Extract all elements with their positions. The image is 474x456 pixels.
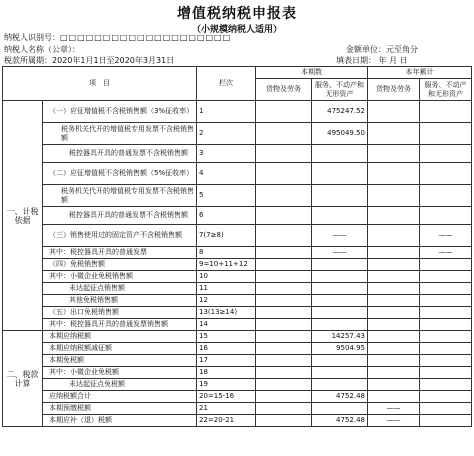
cell-services-current[interactable]: 9504.95: [312, 343, 368, 355]
row-item-label: 未达起征点免税额: [43, 379, 197, 391]
header-column: 栏次: [197, 67, 256, 101]
row-column-number: 4: [197, 163, 256, 185]
table-row: [3, 307, 472, 319]
table-row: [3, 145, 472, 163]
cell-services-current[interactable]: [312, 379, 368, 391]
header-item: 项 目: [3, 67, 197, 101]
cell-services-current[interactable]: [312, 259, 368, 271]
table-row: [3, 247, 472, 259]
row-item-label: （四）免税销售额: [43, 259, 197, 271]
cell-services-year[interactable]: [420, 271, 472, 283]
cell-goods-year[interactable]: [368, 207, 420, 225]
cell-services-current[interactable]: 4752.48: [312, 415, 368, 427]
cell-services-current[interactable]: [312, 355, 368, 367]
cell-services-current[interactable]: [312, 367, 368, 379]
cell-goods-current[interactable]: [256, 225, 312, 247]
row-column-number: 14: [197, 319, 256, 331]
cell-goods-year[interactable]: [368, 379, 420, 391]
cell-goods-current[interactable]: [256, 331, 312, 343]
cell-services-year[interactable]: [420, 403, 472, 415]
cell-services-current[interactable]: [312, 145, 368, 163]
row-column-number: 6: [197, 207, 256, 225]
table-row: [3, 185, 472, 207]
section-tax-calc: 二、税款计算: [3, 331, 43, 427]
cell-services-year[interactable]: ——: [420, 225, 472, 247]
cell-services-year[interactable]: [420, 343, 472, 355]
cell-goods-year[interactable]: [368, 319, 420, 331]
cell-goods-year[interactable]: [368, 247, 420, 259]
cell-services-current[interactable]: [312, 403, 368, 415]
row-item-label: 其他免税销售额: [43, 295, 197, 307]
header-current-period: 本期数: [256, 67, 368, 79]
cell-goods-year[interactable]: [368, 391, 420, 403]
row-column-number: 18: [197, 367, 256, 379]
cell-goods-year[interactable]: [368, 225, 420, 247]
row-item-label: 其中：小微企业免税额: [43, 367, 197, 379]
table-row: [3, 403, 472, 415]
row-item-label: 税控器具开具的普通发票不含税销售额: [43, 145, 197, 163]
form-subtitle: （小规模纳税人适用）: [191, 25, 282, 35]
header-services-current: 服务、不动产和无形资产: [312, 79, 368, 101]
header-goods-year: 货物及劳务: [368, 79, 420, 101]
cell-services-year[interactable]: [420, 379, 472, 391]
table-row: [3, 355, 472, 367]
cell-goods-current[interactable]: [256, 145, 312, 163]
row-item-label: 其中：小微企业免税销售额: [43, 271, 197, 283]
cell-goods-current[interactable]: [256, 271, 312, 283]
row-column-number: 11: [197, 283, 256, 295]
cell-goods-year[interactable]: [368, 271, 420, 283]
cell-goods-year[interactable]: [368, 331, 420, 343]
table-row: [3, 101, 472, 123]
cell-services-year[interactable]: [420, 163, 472, 185]
cell-goods-current[interactable]: [256, 185, 312, 207]
cell-services-year[interactable]: [420, 259, 472, 271]
cell-goods-current[interactable]: [256, 367, 312, 379]
cell-goods-current[interactable]: [256, 163, 312, 185]
cell-goods-year[interactable]: [368, 123, 420, 145]
table-row: [3, 343, 472, 355]
row-item-label: 本期预缴税额: [43, 403, 197, 415]
row-item-label: 税务机关代开的增值税专用发票不含税销售额: [43, 123, 197, 145]
cell-services-current[interactable]: [312, 163, 368, 185]
cell-services-year[interactable]: [420, 145, 472, 163]
cell-services-year[interactable]: [420, 415, 472, 427]
taxpayer-id-label: 纳税人识别号：: [4, 33, 60, 42]
fill-date: 填表日期： 年 月 日: [336, 56, 408, 65]
cell-goods-current[interactable]: [256, 343, 312, 355]
cell-goods-year[interactable]: ——: [368, 403, 420, 415]
cell-goods-current[interactable]: [256, 319, 312, 331]
cell-services-current[interactable]: [312, 283, 368, 295]
form-title: 增值税纳税申报表: [177, 6, 297, 22]
row-column-number: 21: [197, 403, 256, 415]
cell-services-year[interactable]: [420, 391, 472, 403]
row-item-label: 应纳税额合计: [43, 391, 197, 403]
cell-services-year[interactable]: [420, 367, 472, 379]
taxpayer-id-boxes[interactable]: □□□□□□□□□□□□□□□□□□□□: [60, 33, 232, 42]
cell-goods-current[interactable]: [256, 379, 312, 391]
row-item-label: 税务机关代开的增值税专用发票不含税销售额: [43, 185, 197, 207]
row-column-number: 7(7≥8): [197, 225, 256, 247]
cell-goods-year[interactable]: ——: [368, 415, 420, 427]
cell-services-year[interactable]: [420, 101, 472, 123]
row-column-number: 17: [197, 355, 256, 367]
cell-goods-current[interactable]: [256, 307, 312, 319]
row-column-number: 19: [197, 379, 256, 391]
cell-services-year[interactable]: ——: [420, 247, 472, 259]
cell-services-current[interactable]: 14257.43: [312, 331, 368, 343]
cell-services-year[interactable]: [420, 319, 472, 331]
cell-goods-current[interactable]: [256, 101, 312, 123]
row-item-label: （五）出口免税销售额: [43, 307, 197, 319]
cell-goods-year[interactable]: [368, 343, 420, 355]
row-column-number: 16: [197, 343, 256, 355]
header-services-year: 服务、不动产和无形资产: [420, 79, 472, 101]
table-row: [3, 123, 472, 145]
row-item-label: 本期应纳税额减征额: [43, 343, 197, 355]
cell-services-current[interactable]: [312, 185, 368, 207]
cell-services-year[interactable]: [420, 283, 472, 295]
cell-services-current[interactable]: 495049.50: [312, 123, 368, 145]
cell-goods-year[interactable]: [368, 185, 420, 207]
header-row-1: [3, 67, 472, 79]
header-goods-current: 货物及劳务: [256, 79, 312, 101]
cell-goods-current[interactable]: [256, 391, 312, 403]
table-row: [3, 271, 472, 283]
cell-services-year[interactable]: [420, 123, 472, 145]
cell-goods-current[interactable]: [256, 403, 312, 415]
table-row: [3, 391, 472, 403]
cell-goods-year[interactable]: [368, 259, 420, 271]
cell-services-current[interactable]: [312, 307, 368, 319]
cell-goods-current[interactable]: [256, 207, 312, 225]
cell-goods-current[interactable]: [256, 355, 312, 367]
row-column-number: 10: [197, 271, 256, 283]
row-item-label: 其中：税控器具开具的普通发票: [43, 247, 197, 259]
cell-goods-current[interactable]: [256, 295, 312, 307]
row-item-label: 其中：税控器具开具的普通发票销售额: [43, 319, 197, 331]
table-row: [3, 283, 472, 295]
row-item-label: （三）销售使用过的固定资产不含税销售额: [43, 225, 197, 247]
cell-goods-current[interactable]: [256, 283, 312, 295]
cell-goods-year[interactable]: [368, 145, 420, 163]
table-row: [3, 367, 472, 379]
amount-unit: 金额单位：元至角分: [346, 45, 418, 54]
cell-services-year[interactable]: [420, 185, 472, 207]
row-column-number: 12: [197, 295, 256, 307]
cell-services-current[interactable]: ——: [312, 247, 368, 259]
cell-services-current[interactable]: [312, 271, 368, 283]
cell-services-current[interactable]: 475247.52: [312, 101, 368, 123]
table-row: [3, 225, 472, 247]
cell-services-current[interactable]: 4752.48: [312, 391, 368, 403]
cell-goods-current[interactable]: [256, 259, 312, 271]
row-column-number: 13(13≥14): [197, 307, 256, 319]
cell-goods-current[interactable]: [256, 415, 312, 427]
cell-services-year[interactable]: [420, 207, 472, 225]
cell-services-current[interactable]: [312, 319, 368, 331]
row-column-number: 22=20-21: [197, 415, 256, 427]
table-row: [3, 259, 472, 271]
row-column-number: 2: [197, 123, 256, 145]
row-column-number: 5: [197, 185, 256, 207]
header-year-cumulative: 本年累计: [368, 67, 472, 79]
cell-goods-current[interactable]: [256, 247, 312, 259]
table-row: [3, 295, 472, 307]
cell-services-year[interactable]: [420, 295, 472, 307]
row-item-label: 本期应纳税额: [43, 331, 197, 343]
cell-services-year[interactable]: [420, 331, 472, 343]
cell-services-current[interactable]: [312, 207, 368, 225]
row-column-number: 8: [197, 247, 256, 259]
table-row: [3, 207, 472, 225]
table-row: [3, 163, 472, 185]
tax-return-table: [2, 66, 472, 427]
row-item-label: 税控器具开具的普通发票不含税销售额: [43, 207, 197, 225]
row-item-label: （一）应征增值税不含税销售额（3%征收率）: [43, 101, 197, 123]
cell-goods-year[interactable]: [368, 163, 420, 185]
cell-services-year[interactable]: [420, 307, 472, 319]
row-item-label: 未达起征点销售额: [43, 283, 197, 295]
cell-services-current[interactable]: ——: [312, 225, 368, 247]
row-column-number: 1: [197, 101, 256, 123]
row-item-label: 本期应补（退）税额: [43, 415, 197, 427]
cell-goods-year[interactable]: [368, 101, 420, 123]
cell-goods-year[interactable]: [368, 283, 420, 295]
row-column-number: 20=15-16: [197, 391, 256, 403]
row-item-label: （二）应征增值税不含税销售额（5%征收率）: [43, 163, 197, 185]
cell-services-year[interactable]: [420, 355, 472, 367]
table-row: [3, 379, 472, 391]
taxpayer-id-line: [4, 32, 231, 43]
cell-goods-year[interactable]: [368, 307, 420, 319]
table-row: [3, 319, 472, 331]
tax-period: 税款所属期：2020年1月1日至2020年3月31日: [4, 56, 175, 65]
cell-goods-year[interactable]: [368, 367, 420, 379]
section-tax-basis: 一、计税依据: [3, 101, 43, 331]
cell-goods-current[interactable]: [256, 123, 312, 145]
row-column-number: 9=10+11+12: [197, 259, 256, 271]
taxpayer-name-label: 纳税人名称（公章）：: [4, 45, 80, 54]
row-item-label: 本期免税额: [43, 355, 197, 367]
table-row: [3, 331, 472, 343]
row-column-number: 15: [197, 331, 256, 343]
cell-services-current[interactable]: [312, 295, 368, 307]
table-row: [3, 415, 472, 427]
cell-goods-year[interactable]: [368, 355, 420, 367]
cell-goods-year[interactable]: [368, 295, 420, 307]
row-column-number: 3: [197, 145, 256, 163]
